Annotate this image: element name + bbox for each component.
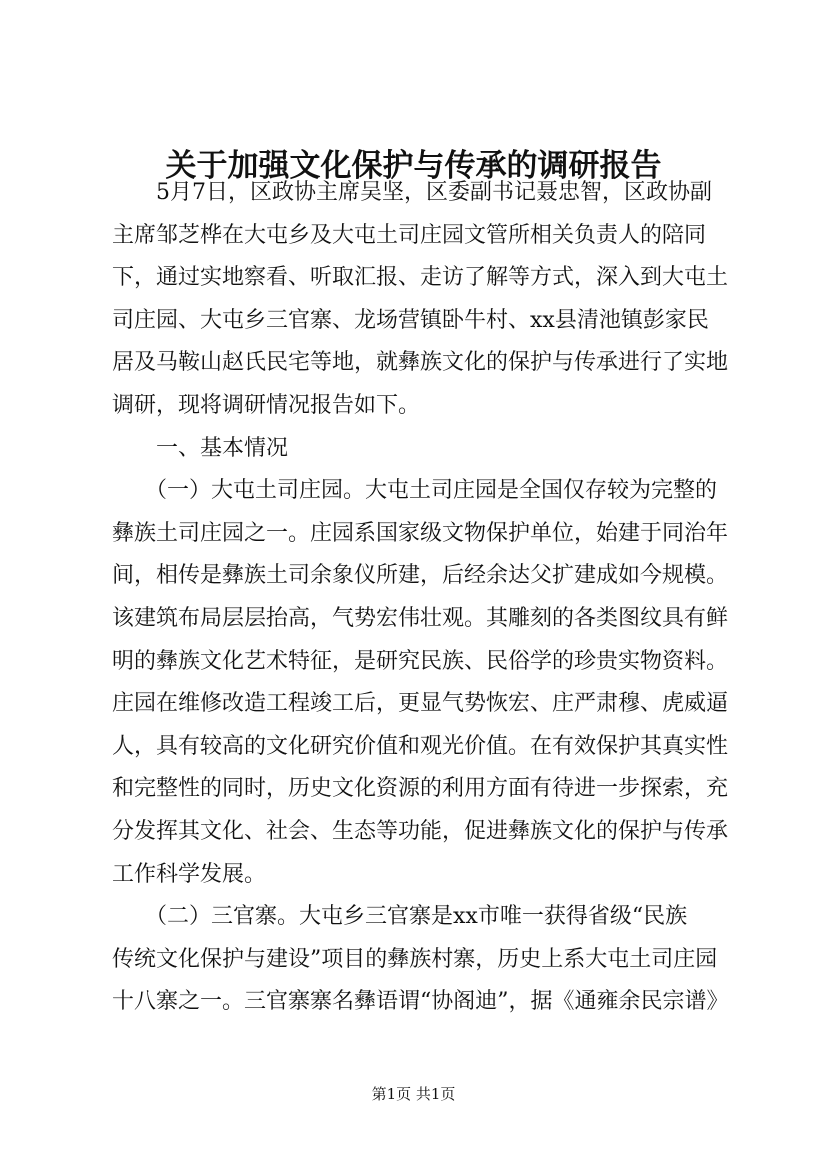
text-line: 和完整性的同时，历史文化资源的利用方面有待进一步探索，充 (112, 776, 729, 802)
section-heading: 一、基本情况 (112, 435, 289, 461)
text-line: 人，具有较高的文化研究价值和观光价值。在有效保护其真实性 (112, 733, 729, 759)
text-line: 5月7日，区政协主席吴坚，区委副书记聂忠智，区政协副 (112, 180, 712, 205)
text-line: 工作科学发展。 (112, 861, 267, 887)
text-line: （二）三官寨。大屯乡三官寨是xx市唯一获得省级“民族 (112, 904, 688, 930)
text-line: 十八寨之一。三官寨寨名彝语谓“协阁迪”，据《通雍余民宗谱》 (112, 989, 729, 1015)
page-title: 关于加强文化保护与传承的调研报告 (165, 148, 662, 184)
report-body (112, 172, 742, 1024)
text-line: 明的彝族文化艺术特征，是研究民族、民俗学的珍贵实物资料。 (112, 648, 729, 674)
text-line: 司庄园、大屯乡三官寨、龙场营镇卧牛村、xx县清池镇彭家民 (112, 307, 709, 333)
text-line: 彝族土司庄园之一。庄园系国家级文物保护单位，始建于同治年 (112, 520, 729, 546)
text-line: 间，相传是彝族土司余象仪所建，后经余达父扩建成如今规模。 (112, 563, 729, 589)
text-line: 居及马鞍山赵氏民宅等地，就彝族文化的保护与传承进行了实地 (112, 350, 729, 376)
text-line: 该建筑布局层层抬高，气势宏伟壮观。其雕刻的各类图纹具有鲜 (112, 605, 729, 631)
text-line: 传统文化保护与建设”项目的彝族村寨，历史上系大屯土司庄园 (112, 946, 718, 972)
text-line: 分发挥其文化、社会、生态等功能，促进彝族文化的保护与传承 (112, 818, 729, 844)
text-line: 下，通过实地察看、听取汇报、走访了解等方式，深入到大屯土 (112, 265, 729, 291)
text-line: 调研，现将调研情况报告如下。 (112, 392, 421, 418)
text-line: 主席邹芝桦在大屯乡及大屯土司庄园文管所相关负责人的陪同 (112, 222, 707, 248)
page-number-footer: 第1页 共1页 (371, 1085, 456, 1103)
text-line: （一）大屯土司庄园。大屯土司庄园是全国仅存较为完整的 (112, 478, 718, 504)
text-line: 庄园在维修改造工程竣工后，更显气势恢宏、庄严肃穆、虎威逼 (112, 691, 729, 717)
